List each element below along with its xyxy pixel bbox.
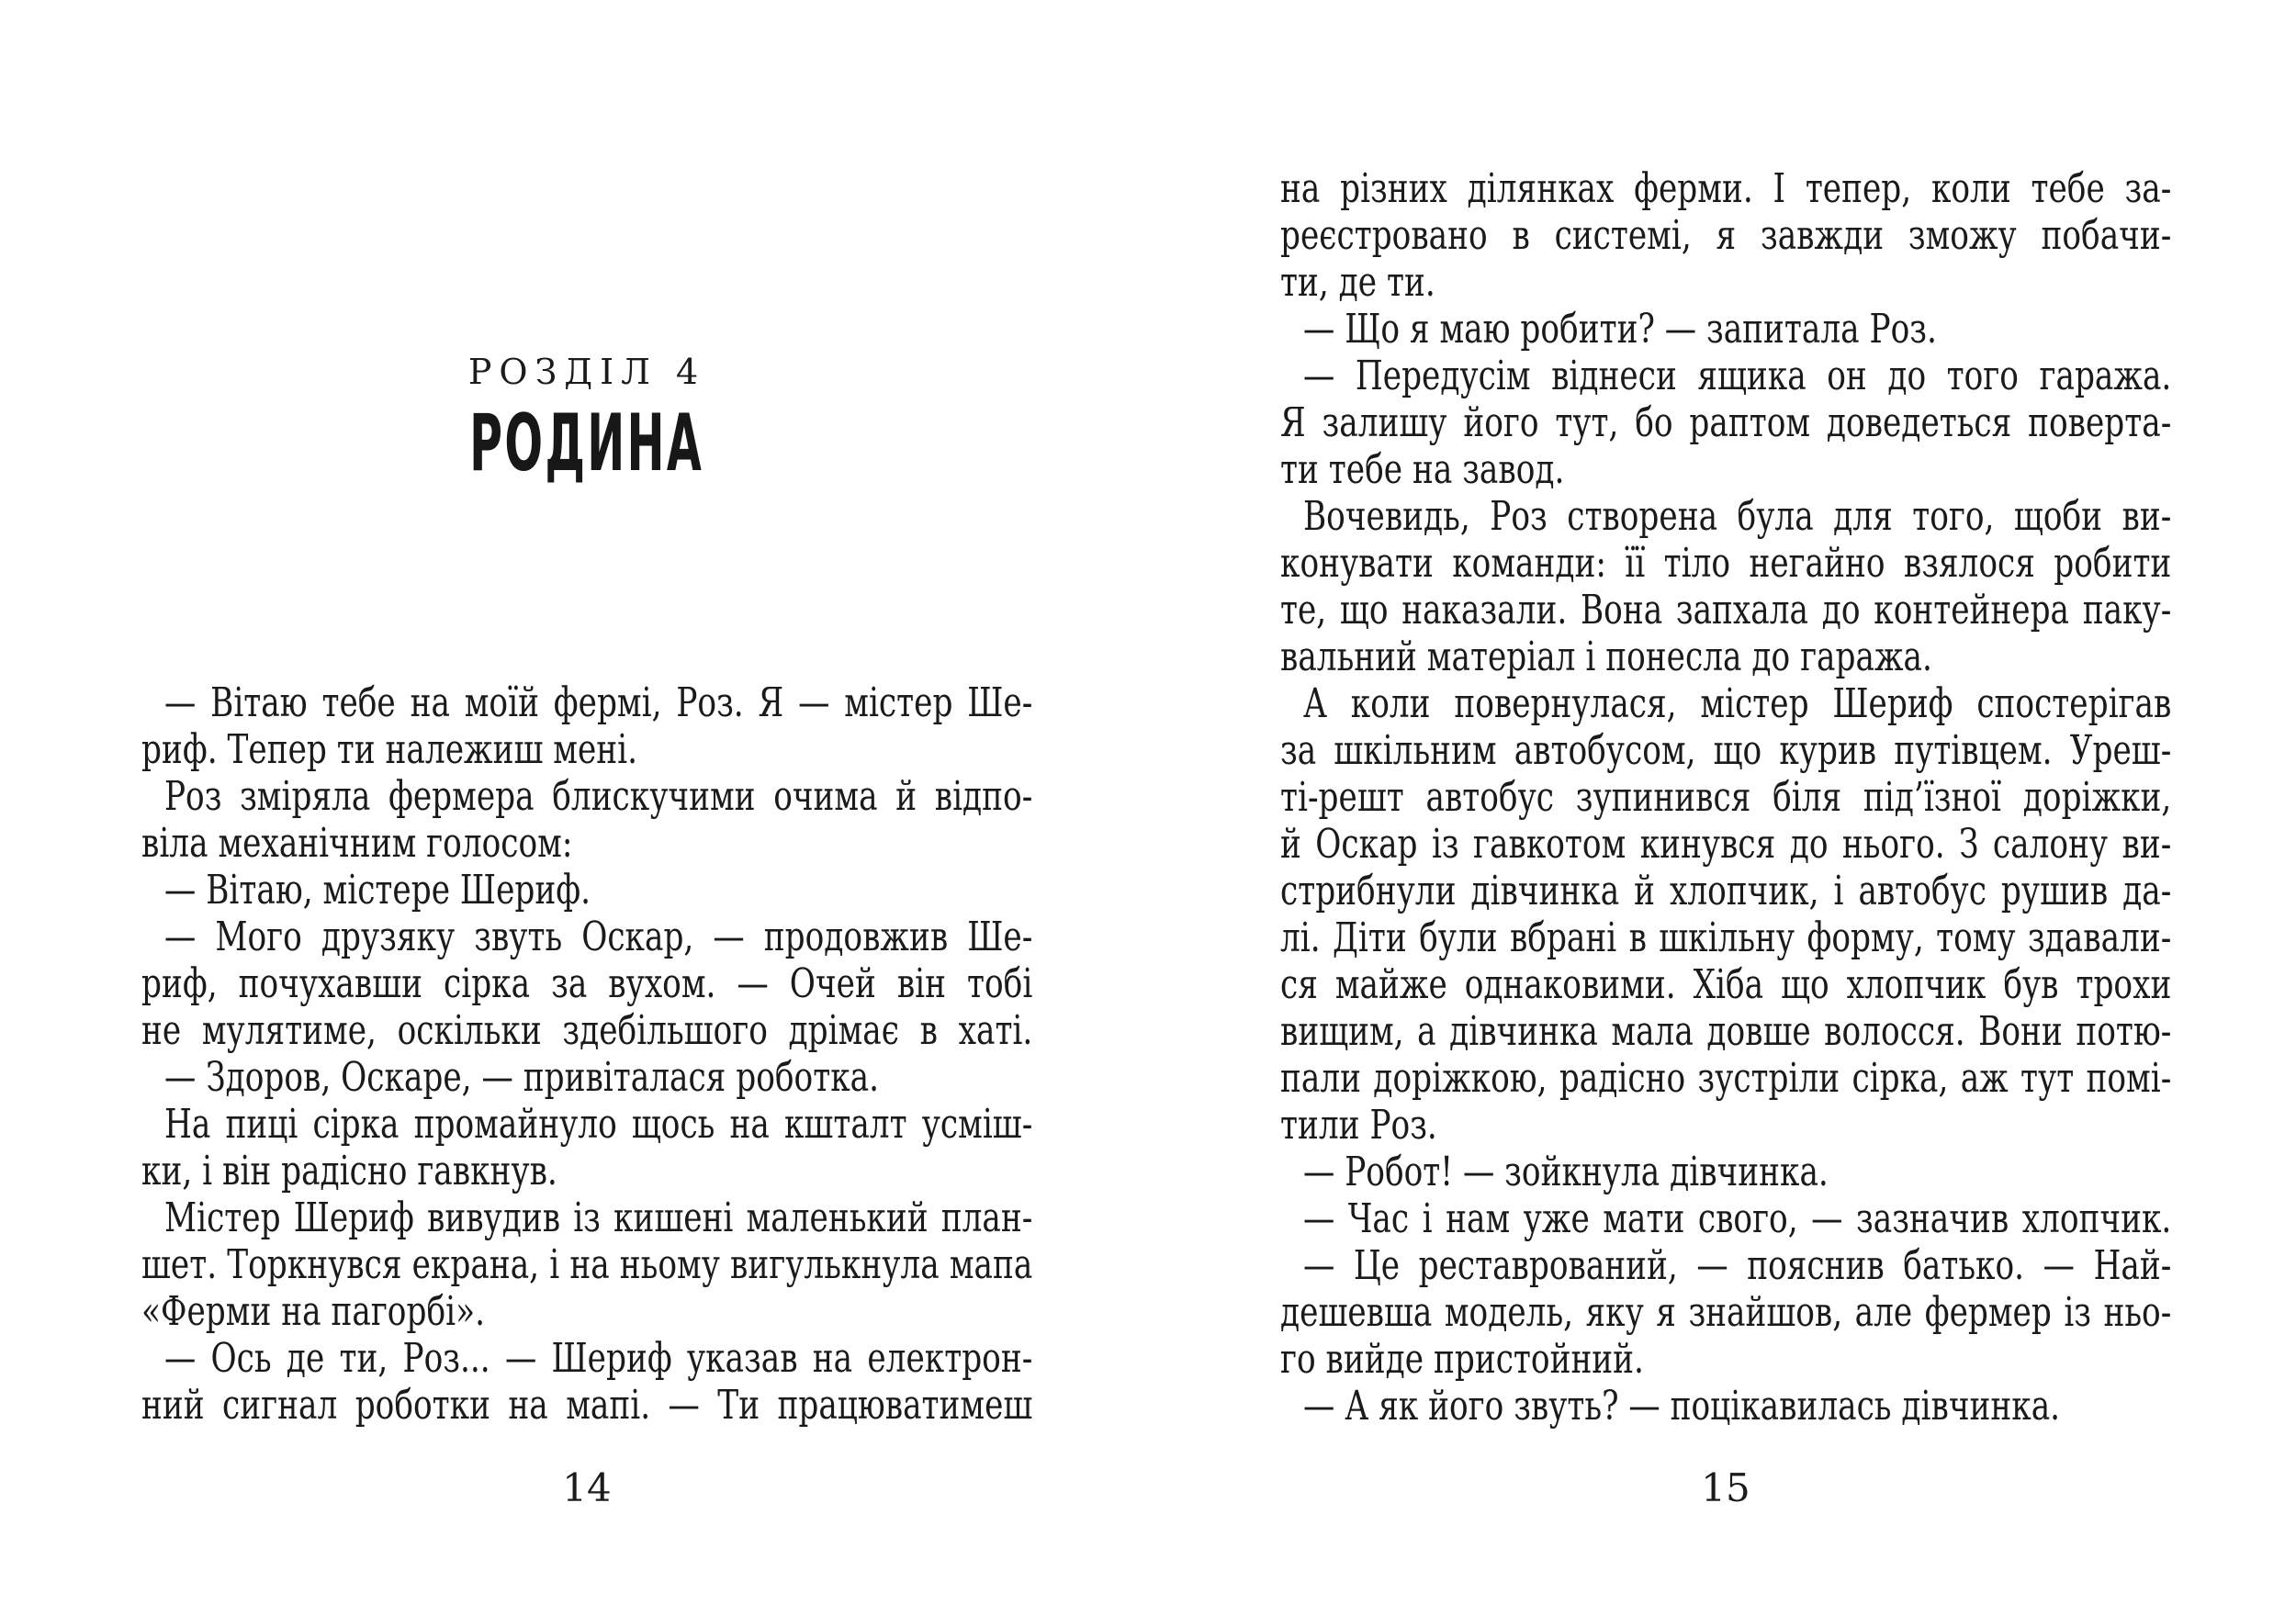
text-line: — Це реставрований, — пояснив батько. — Най- (1302, 1242, 2172, 1289)
right-page-body-text (1280, 165, 2171, 1430)
text-line: Містер Шериф вивудив із кишені маленький план- (163, 1194, 1033, 1241)
text-line: лі. Діти були вбрані в шкільну форму, тому здавали- (1280, 914, 2172, 961)
text-line: те, що наказали. Вона запхала до контейнера паку- (1280, 587, 2172, 634)
chapter-title-wrap (141, 398, 1032, 489)
text-line: тили Роз. (1280, 1102, 1437, 1149)
text-line: стрибнули дівчинка й хлопчик, і автобус рушив да- (1280, 868, 2172, 914)
text-line: На пиці сірка промайнуло щось на кшталт усміш- (163, 1101, 1033, 1148)
text-line: го вийде пристойний. (1280, 1336, 1644, 1383)
text-line: ний сигнал роботки на мапі. — Ти працюватимеш (141, 1382, 1033, 1429)
text-line: ті-решт автобус зупинився біля під’їзної доріжки, (1280, 774, 2172, 821)
text-line: — Що я маю робити? — запитала Роз. (1302, 306, 1937, 353)
text-line: ти тебе на завод. (1280, 446, 1565, 493)
text-line: віла механічним голосом: (141, 820, 573, 867)
text-line: — Час і нам уже мати свого, — зазначив хлопчик. (1302, 1195, 2172, 1242)
text-line: А коли повернулася, містер Шериф спостерігав (1302, 680, 2172, 727)
text-line: й Оскар із гавкотом кинувся до нього. З салону ви- (1280, 821, 2172, 868)
text-line: риф, почухавши сірка за вухом. — Очей він тобі (141, 960, 1033, 1007)
text-line: дешевша модель, яку я знайшов, але фермер із ньо- (1280, 1289, 2172, 1336)
text-line: — А як його звуть? — поцікавилась дівчинка. (1302, 1383, 2061, 1430)
text-line: — Робот! — зойкнула дівчинка. (1302, 1149, 1829, 1195)
text-line: не мулятиме, оскільки здебільшого дрімає в хаті. (141, 1007, 1033, 1054)
page-number-left: 14 (562, 1465, 612, 1510)
text-line: Вочевидь, Роз створена була для того, щоби ви- (1302, 493, 2172, 540)
text-line: — Вітаю тебе на моїй фермі, Роз. Я — містер Ше- (163, 679, 1033, 726)
chapter-heading (141, 353, 1032, 390)
text-line: «Ферми на пагорбі». (141, 1288, 485, 1335)
text-line: — Вітаю, містере Шериф. (163, 867, 591, 914)
text-line: — Мого друзяку звуть Оскар, — продовжив Ше- (163, 914, 1033, 960)
text-line: вищим, а дівчинка мала довше волосся. Вони потю- (1280, 1008, 2172, 1055)
text-line: ки, і він радісно гавкнув. (141, 1148, 557, 1194)
text-line: — Передусім віднеси ящика он до того гаража. (1302, 353, 2172, 399)
text-line: риф. Тепер ти належиш мені. (141, 726, 638, 773)
chapter-title: РОДИНА (469, 398, 704, 489)
text-line: — Здоров, Оскаре, — привіталася роботка. (163, 1054, 880, 1101)
text-line: вальний матеріал і понесла до гаража. (1280, 634, 1932, 680)
text-line: на різних ділянках ферми. І тепер, коли тебе за- (1280, 165, 2172, 212)
text-line: ти, де ти. (1280, 259, 1435, 306)
text-line: Роз зміряла фермера блискучими очима й відпо- (163, 773, 1033, 820)
text-line: ся майже однаковими. Хіба що хлопчик був трохи (1280, 961, 2172, 1008)
text-line: реєстровано в системі, я завжди зможу побачи- (1280, 212, 2172, 259)
page-number-right: 15 (1701, 1465, 1750, 1510)
text-line: пали доріжкою, радісно зустріли сірка, аж тут помі- (1280, 1055, 2172, 1102)
text-line: — Ось де ти, Роз... — Шериф указав на електрон- (163, 1335, 1033, 1382)
chapter-number: РОЗДІЛ 4 (467, 352, 706, 392)
left-page-body-text (141, 679, 1032, 1429)
text-line: Я залишу його тут, бо раптом доведеться поверта- (1280, 399, 2172, 446)
text-line: за шкільним автобусом, що курив путівцем. Уреш- (1280, 727, 2172, 774)
text-line: шет. Торкнувся екрана, і на ньому вигулькнула мапа (141, 1241, 1033, 1288)
text-line: конувати команди: її тіло негайно взялося робити (1280, 540, 2172, 587)
